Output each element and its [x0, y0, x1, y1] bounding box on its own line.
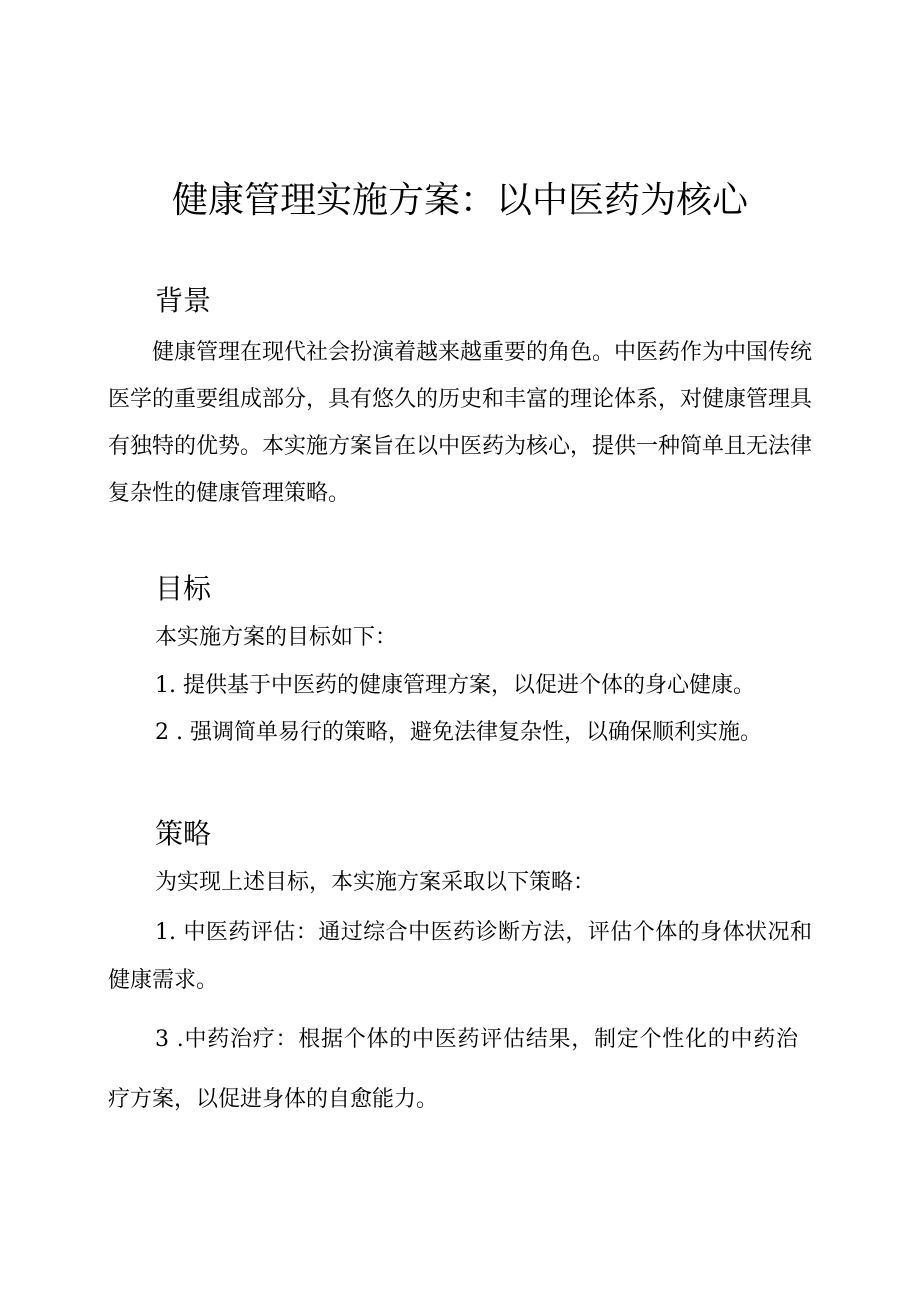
section-heading-goals: 目标	[155, 572, 212, 605]
document-title: 健康管理实施方案：以中医药为核心	[171, 180, 748, 221]
strategy-item: 1. 中医药评估：通过综合中医药诊断方法，评估个体的身体状况和健康需求。	[108, 920, 812, 993]
goal-item: 1. 提供基于中医药的健康管理方案，以促进个体的身心健康。	[155, 673, 755, 698]
section-heading-strategy: 策略	[155, 817, 212, 850]
background-paragraph: 健康管理在现代社会扮演着越来越重要的角色。中医药作为中国传统医学的重要组成部分，具有悠久的历史和丰富的理论体系，对健康管理具有独特的优势。本实施方案旨在以中医药为核心，提供一种简单且无法律复杂性的健康管理策略。	[108, 340, 813, 506]
goals-intro: 本实施方案的目标如下：	[155, 625, 398, 650]
section-heading-background: 背景	[155, 284, 212, 317]
strategy-item: 3 .中药治疗：根据个体的中医药评估结果，制定个性化的中药治疗方案，以促进身体的自愈能力。	[108, 1027, 798, 1112]
strategy-intro: 为实现上述目标，本实施方案采取以下策略：	[155, 870, 596, 895]
goal-item: 2 . 强调简单易行的策略，避免法律复杂性，以确保顺利实施。	[155, 720, 762, 745]
